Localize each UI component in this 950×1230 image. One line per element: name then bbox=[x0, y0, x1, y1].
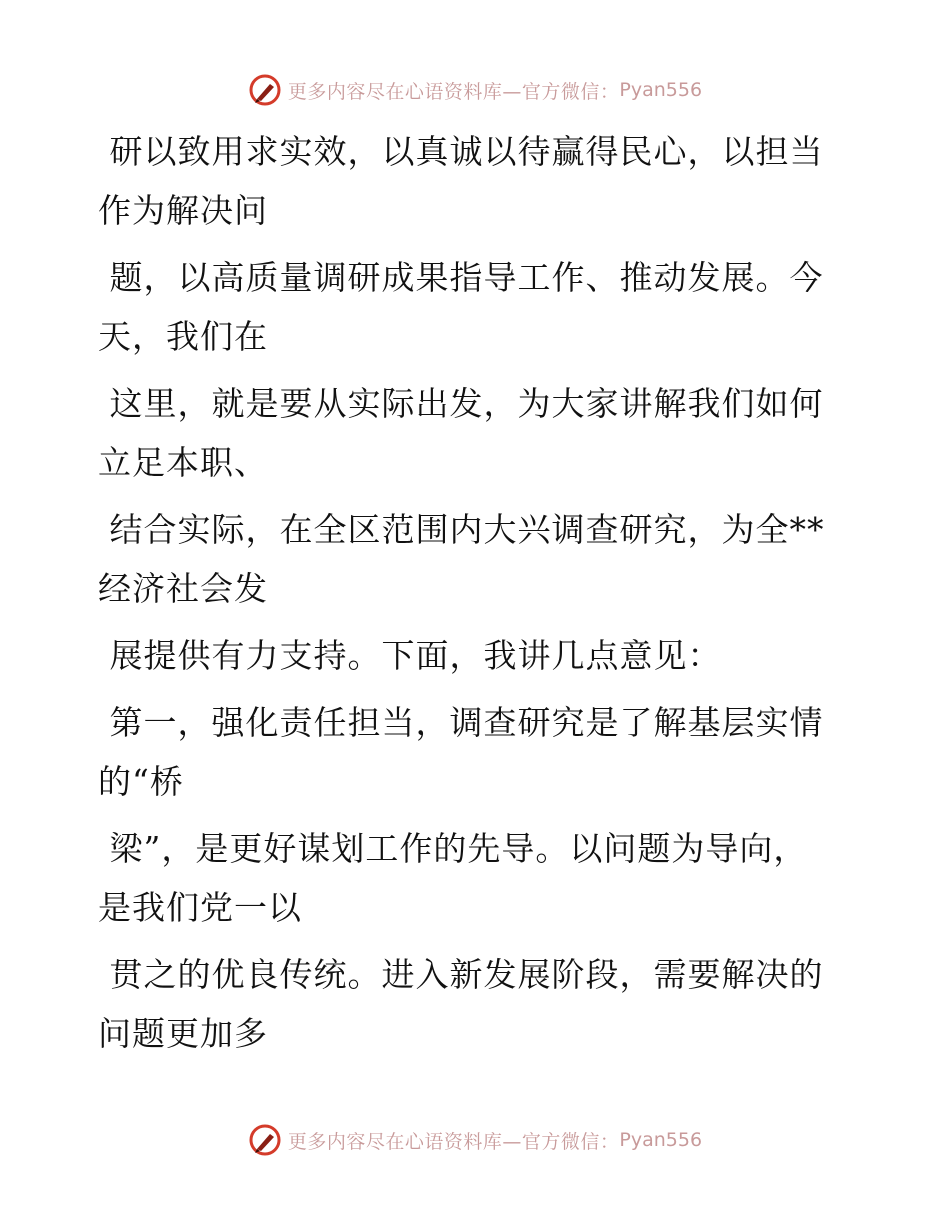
header-watermark bbox=[0, 70, 950, 110]
footer-wechat-id: Pyan556 bbox=[619, 1129, 703, 1151]
paragraph: 梁”，是更好谋划工作的先导。以问题为导向，是我们党一以 bbox=[98, 829, 808, 927]
paragraph: 题，以高质量调研成果指导工作、推动发展。今天，我们在 bbox=[98, 258, 824, 356]
pen-logo-icon bbox=[248, 1123, 282, 1157]
paragraph: 贯之的优良传统。进入新发展阶段，需要解决的问题更加多 bbox=[98, 955, 824, 1053]
paragraph: 结合实际，在全区范围内大兴调查研究，为全**经济社会发 bbox=[98, 510, 825, 608]
header-watermark-text: 更多内容尽在心语资料库—官方微信： bbox=[287, 80, 620, 103]
footer-watermark bbox=[0, 1120, 950, 1160]
paragraph: 第一，强化责任担当，调查研究是了解基层实情的“桥 bbox=[98, 703, 824, 801]
document-body bbox=[98, 122, 833, 1071]
footer-watermark-text: 更多内容尽在心语资料库—官方微信： bbox=[287, 1130, 620, 1153]
paragraph: 这里，就是要从实际出发，为大家讲解我们如何立足本职、 bbox=[98, 384, 824, 482]
paragraph: 研以致用求实效，以真诚以待赢得民心，以担当作为解决问 bbox=[98, 132, 824, 230]
paragraph: 展提供有力支持。下面，我讲几点意见： bbox=[98, 636, 722, 675]
header-wechat-id: Pyan556 bbox=[619, 79, 703, 101]
pen-logo-icon bbox=[248, 73, 282, 107]
